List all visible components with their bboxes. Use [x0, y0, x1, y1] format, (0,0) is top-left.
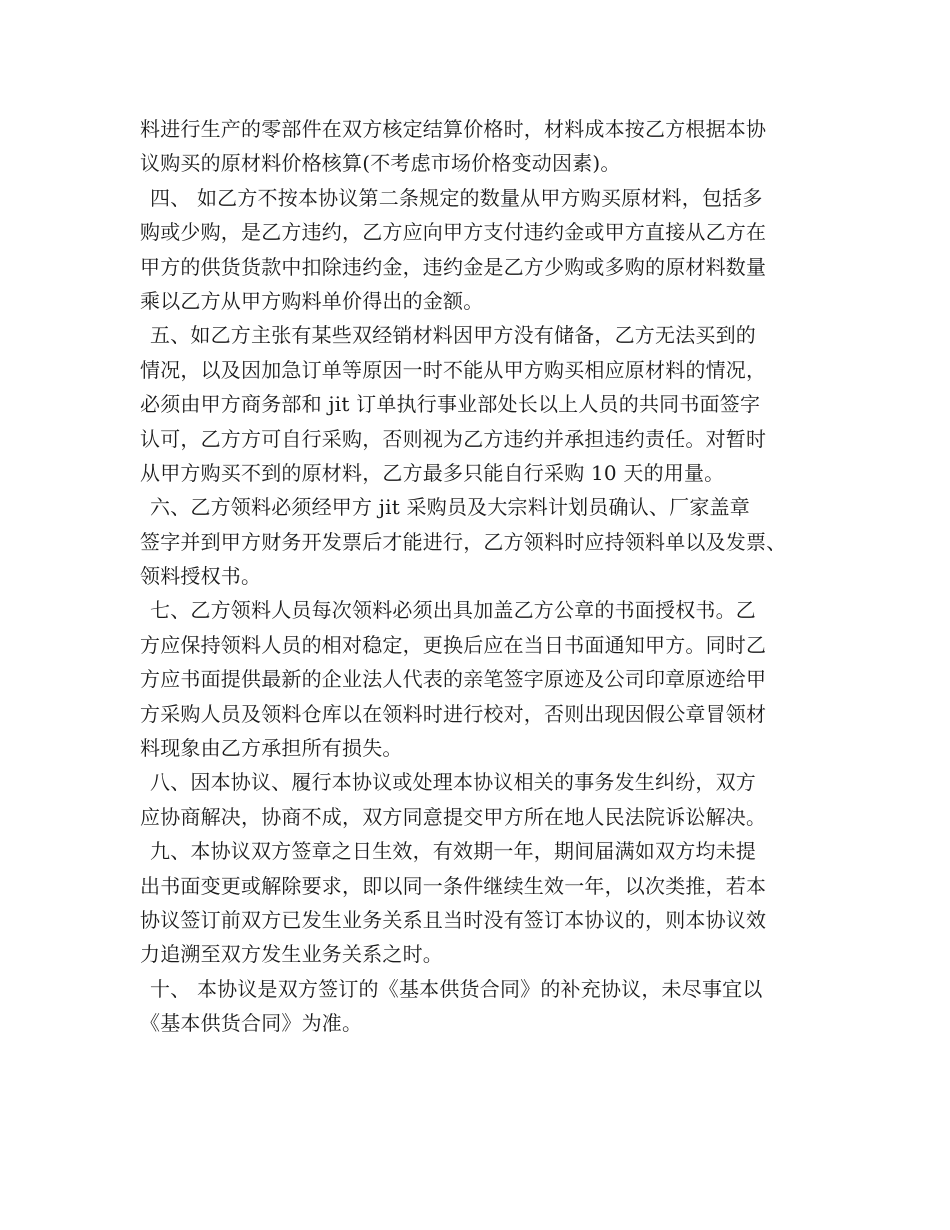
clause-heading-line: 八、因本协议、履行本协议或处理本协议相关的事务发生纠纷，双方 [150, 770, 756, 795]
text-line: 方采购人员及领料仓库以在领料时进行校对，否则出现因假公章冒领材 [140, 701, 767, 726]
paragraph-clause-9 [140, 834, 830, 972]
text-line: 方应保持领料人员的相对稳定，更换后应在当日书面通知甲方。同时乙 [140, 632, 767, 657]
paragraph-clause-6 [140, 490, 830, 593]
paragraph-clause-8 [140, 765, 830, 834]
paragraph-clause-3-continued [140, 112, 830, 181]
text-line: 领料授权书。 [140, 564, 262, 589]
text-line: 协议签订前双方已发生业务关系且当时没有签订本协议的，则本协议效 [140, 907, 767, 932]
text-line: 认可，乙方方可自行采购，否则视为乙方违约并承担违约责任。对暂时 [140, 426, 767, 451]
text-line: 出书面变更或解除要求，即以同一条件继续生效一年，以次类推，若本 [140, 873, 767, 898]
text-line: 购或少购，是乙方违约，乙方应向甲方支付违约金或甲方直接从乙方在 [140, 220, 767, 245]
text-line: 签字并到甲方财务开发票后才能进行，乙方领料时应持领料单以及发票、 [140, 529, 787, 554]
paragraph-clause-10 [140, 972, 830, 1041]
text-line: 从甲方购买不到的原材料，乙方最多只能自行采购 10 天的用量。 [140, 460, 725, 485]
paragraph-clause-7 [140, 593, 830, 765]
text-line: 料现象由乙方承担所有损失。 [140, 736, 403, 761]
clause-heading-line: 四、 如乙方不按本协议第二条规定的数量从甲方购买原材料，包括多 [150, 185, 763, 210]
clause-heading-line: 六、乙方领料必须经甲方 jit 采购员及大宗料计划员确认、厂家盖章 [150, 495, 750, 520]
paragraph-clause-4 [140, 181, 830, 319]
document-body [140, 112, 830, 1041]
text-line: 方应书面提供最新的企业法人代表的亲笔签字原迹及公司印章原迹给甲 [140, 667, 767, 692]
text-line: 应协商解决，协商不成，双方同意提交甲方所在地人民法院诉讼解决。 [140, 804, 767, 829]
clause-heading-line: 九、本协议双方签章之日生效，有效期一年，期间届满如双方均未提 [150, 839, 756, 864]
text-line: 甲方的供货货款中扣除违约金，违约金是乙方少购或多购的原材料数量 [140, 254, 767, 279]
text-line: 情况，以及因加急订单等原因一时不能从甲方购买相应原材料的情况， [140, 357, 767, 382]
text-line: 必须由甲方商务部和 jit 订单执行事业部处长以上人员的共同书面签字 [140, 392, 761, 417]
text-line: 议购买的原材料价格核算(不考虑市场价格变动因素)。 [140, 151, 621, 176]
text-line: 乘以乙方从甲方购料单价得出的金额。 [140, 288, 484, 313]
text-line: 《基本供货合同》为准。 [140, 1011, 363, 1036]
clause-heading-line: 十、 本协议是双方签订的《基本供货合同》的补充协议，未尽事宜以 [150, 976, 763, 1001]
paragraph-clause-5 [140, 318, 830, 490]
clause-heading-line: 五、如乙方主张有某些双经销材料因甲方没有储备，乙方无法买到的 [150, 323, 756, 348]
text-line: 力追溯至双方发生业务关系之时。 [140, 942, 443, 967]
clause-heading-line: 七、乙方领料人员每次领料必须出具加盖乙方公章的书面授权书。乙 [150, 598, 756, 623]
text-line: 料进行生产的零部件在双方核定结算价格时，材料成本按乙方根据本协 [140, 117, 767, 141]
